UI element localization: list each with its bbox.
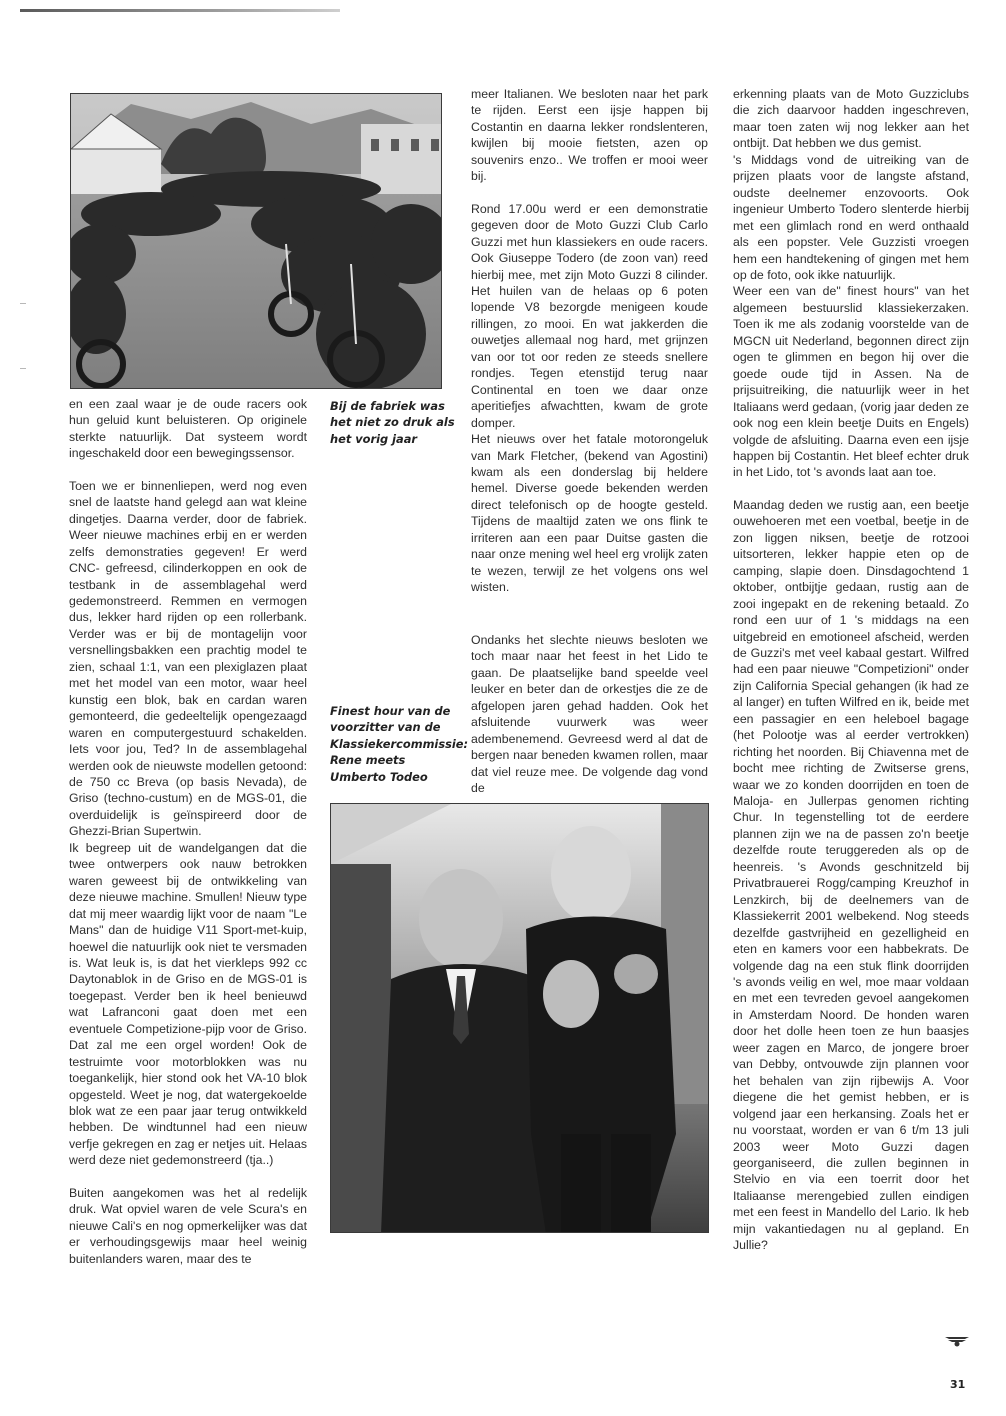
photo-motorcycles-factory <box>70 93 442 389</box>
article-column-3 <box>733 86 969 1254</box>
margin-mark <box>20 368 26 369</box>
paragraph: Buiten aangekomen was het al redelijk druk. Wat opviel waren de vele Scura's en nieuwe Cali's en nog opmerkelijker was dat er verhoudingsgewijs maar heel weinig buitenlanders waren, maar des te <box>69 1185 307 1266</box>
paragraph: Ik begreep uit de wandelgangen dat die twee ontwerpers ook nauw betrokken waren geweest bij de ontwikkeling van deze nieuwe machine. Smullen! Nieuw type dat mij meer waardig lijkt voor de naam "Le Mans" dan de huidige V11 Sport-met-kuip, hoewel die natuurlijk ook niet te versmaden is. Wat leuk is, is dat het vierkleps 992 cc Daytonablok in de Griso en de MGS-01 is toegepast. Verder ben ik heel benieuwd wat Lafranconi gaat doen met een eventuele Competizione-pijp voor de Griso. Dat zal me een orgel worden! Ook de testruimte voor motorblokken was nu toegankelijk, hier stond ook het VA-10 blok opgesteld. Weet je nog, dat watergekoelde blok wat ze een paar jaar terug ontwikkeld hebben. De windtunnel had een nieuw verfje gekregen en zag er netjes uit. Helaas werd deze niet gedemonstreerd (tja..) <box>69 840 307 1168</box>
photo-caption-finest-hour: Finest hour van de voorzitter van de Klassiekercommissie: Rene meets Umberto Todeo <box>330 704 469 784</box>
paragraph: erkenning plaats van de Moto Guzziclubs die zich daarvoor hadden ingeschreven, maar toen zaten wij nog lekker aan het ontbijt. Dat hebben we dus gemist. <box>733 87 969 151</box>
paragraph: Maandag deden we rustig aan, een beetje ouwehoeren met een voetbal, beetje in de zon liggen niksen, beetje de rotzooi uitsorteren, lekker happie eten op de camping, slapie doen. Dinsdagochtend 1 oktober, ontbijtje gedaan, rustig aan de zooi ingepakt en de rekening betaald. Zo rond een uur of 1 's middags na een uitgebreid en emotioneel afscheid, werden de Guzzi's met veel kabaal gestart. Wilfred had een paar nieuwe "Competizioni" onder zijn California Special gehangen (ik had ze al langer) en tuften Wilfred en ik, beide met een passagier en een heleboel bagage (het Polootje was al eerder vertrokken) richting het noorden. Bij Chiavenna met de bocht mee richting de Zwitserse grens, waar we zo konden doorrijden en toen de Maloja- en Jullerpas genomen richting Chur. In tegenstelling tot de eerdere plannen zijn we na de passen zo'n beetje dezelfde route teruggereden als op de heenreis. 's Avonds geschnitzeld bij Privatbrauerei Rogg/camping Kreuzhof in Lenzkirch, bij de deelnemers van de Klassiekerrit 2001 welbekend. Nog steeds dezelfde gastvrijheid en gezelligheid en eten en kamers voor een habbekrats. De volgende dag na een stuk flink doorrijden 's avonds veilig en wel, moe maar voldaan en met een tevreden gevoel aangekomen in Amsterdam Noord. De honden waren door het dolle heen toen ze hun baasjes weer zagen en Marco, de jongere broer van Debby, ontvouwde zijn plannen voor het behalen van zijn rijbewijs A. Voor diegene die het gemist hebben, er is volgend jaar een herkansing. Zoals het er nu voorstaat, worden er van 6 t/m 13 juli 2003 weer Moto Guzzi dagen georganiseerd, die zullen beginnen in Stelvio en via een toerrit door het Italiaanse merengebied zullen eindigen met een feest in Mandello del Lario. Ik heb mijn vakantiedagen nu al gepland. En Jullie? <box>733 497 969 1253</box>
paragraph: en een zaal waar je de oude racers ook hun geluid kunt beluisteren. Op originele sterkte natuurlijk. Dat systeem wordt ingeschakeld door een bewegingssensor. <box>69 397 307 461</box>
paragraph: Toen we er binnenliepen, werd nog even snel de laatste hand gelegd aan wat kleine dingetjes. Daarna verder, door de fabriek. Weer nieuwe machines erbij en er werden zelfs demonstraties gegeven! Er werd CNC- gefreesd, cilinderkoppen en ook de testbank in de assemblagehal werd gedemonstreerd. Remmen en vermogen dus, lekker hard rijden op een rollerbank. Verder was er bij de montagelijn voor versnellingsbakken een prachtig model te zien, schaal 1:1, van een plexiglazen plaat met het model van een motor, waar heel kunstig een blok, bak en cardan waren gemonteerd, die gedeeltelijk opengezaagd waren en computergestuurd schakelden. Iets voor jou, Ted? In de assemblagehal werden ook de nieuwste modellen getoond: de 750 cc Breva (op basis Nevada), de Griso (techno-custum) en de MGS-01, die overduidelijk is geïnspireerd door de Ghezzi-Brian Supertwin. <box>69 478 307 839</box>
photo-motorcycles-image <box>71 94 442 389</box>
page-number: 31 <box>950 1378 966 1391</box>
paragraph: Rond 17.00u werd er een demonstratie gegeven door de Moto Guzzi Club Carlo Guzzi met hun klassiekers en oude racers. Ook Giuseppe Todero (de zoon van) reed hierbij mee, met zijn Moto Guzzi 8 cilinder. Het huilen van de helaas op 6 poten lopende V8 bezorgde menigeen koude rillingen, zo mooi. En wat jakkerden die ouwetjes allemaal nog hard, met grijnzen van oor tot oor reden ze steeds snellere rondjes. Tegen etenstijd terug naar Continental en toen we daar onze aperitiefjes afwachtten, kwam de grote domper. <box>471 201 708 430</box>
photo-two-men-image <box>331 804 709 1233</box>
article-column-2 <box>471 86 708 596</box>
photo-caption-factory: Bij de fabriek was het niet zo druk als het vorig jaar <box>330 399 455 446</box>
paragraph: Weer een van de" finest hours" van het algemeen bestuurslid klassiekerzaken. Toen ik me als zodanig voorstelde van de MGCN uit Nederland, begonnen direct zijn ogen te glimmen en begon hij over die goede oude tijd in Assen. Na de prijsuitreiking, die natuurlijk weer in het Italiaans werd gedaan, (vorig jaar deden ze ook nog een klein beetje Duits en Engels) volgde de afsluiting. Daarna even een ijsje happen bij Costantin. Het bleef echter druk in het Lido, tot 's avonds laat aan toe. <box>733 284 969 480</box>
article-column-2-continued <box>471 632 708 797</box>
article-column-1 <box>69 396 307 1267</box>
paragraph: Het nieuws over het fatale motorongeluk van Mark Fletcher, (bekend van Agostini) kwam als een donderslag bij heldere hemel. Diverse goede bekenden werden direct telefonisch op de hoogte gesteld. Tijdens de maaltijd zaten we ons flink te irriteren aan een paar Duitse gasten die naar onze mening wel heel erg vrolijk zaten te wezen, terwijl ze het volgens ons wel wisten. <box>471 432 708 595</box>
header-rule <box>20 9 340 12</box>
paragraph: meer Italianen. We besloten naar het park te rijden. Eerst een ijsje happen bij Costantin en daarna lekker rondslenteren, kwijlen bij mooie fietsten, azen op souvenirs enzo.. We troffen er mooi weer bij. <box>471 87 708 184</box>
paragraph: 's Middags vond de uitreiking van de prijzen plaats voor de langste afstand, oudste deelnemer enzovoorts. Ook ingenieur Umberto Todero slenterde hierbij met een glimlach rond en werd onthaald als een popster. Vele Guzzisti vroegen hem een handtekening of gingen met hem op de foto, ook ikke natuurlijk. <box>733 152 969 282</box>
paragraph: Ondanks het slechte nieuws besloten we toch maar naar het feest in het Lido te gaan. De plaatselijke band speelde veel leuker en beter dan de orkestjes die ze de afgelopen jaren gehad hadden. Ook het afsluitende vuurwerk was weer adembenemend. Gevreesd werd al dat de bergen naar beneden kwamen rollen, maar dat viel reuze mee. De volgende dag vond de <box>471 633 708 796</box>
margin-mark <box>20 303 26 304</box>
moto-guzzi-eagle-icon <box>945 1335 969 1347</box>
photo-rene-meets-umberto-todeo <box>330 803 709 1233</box>
